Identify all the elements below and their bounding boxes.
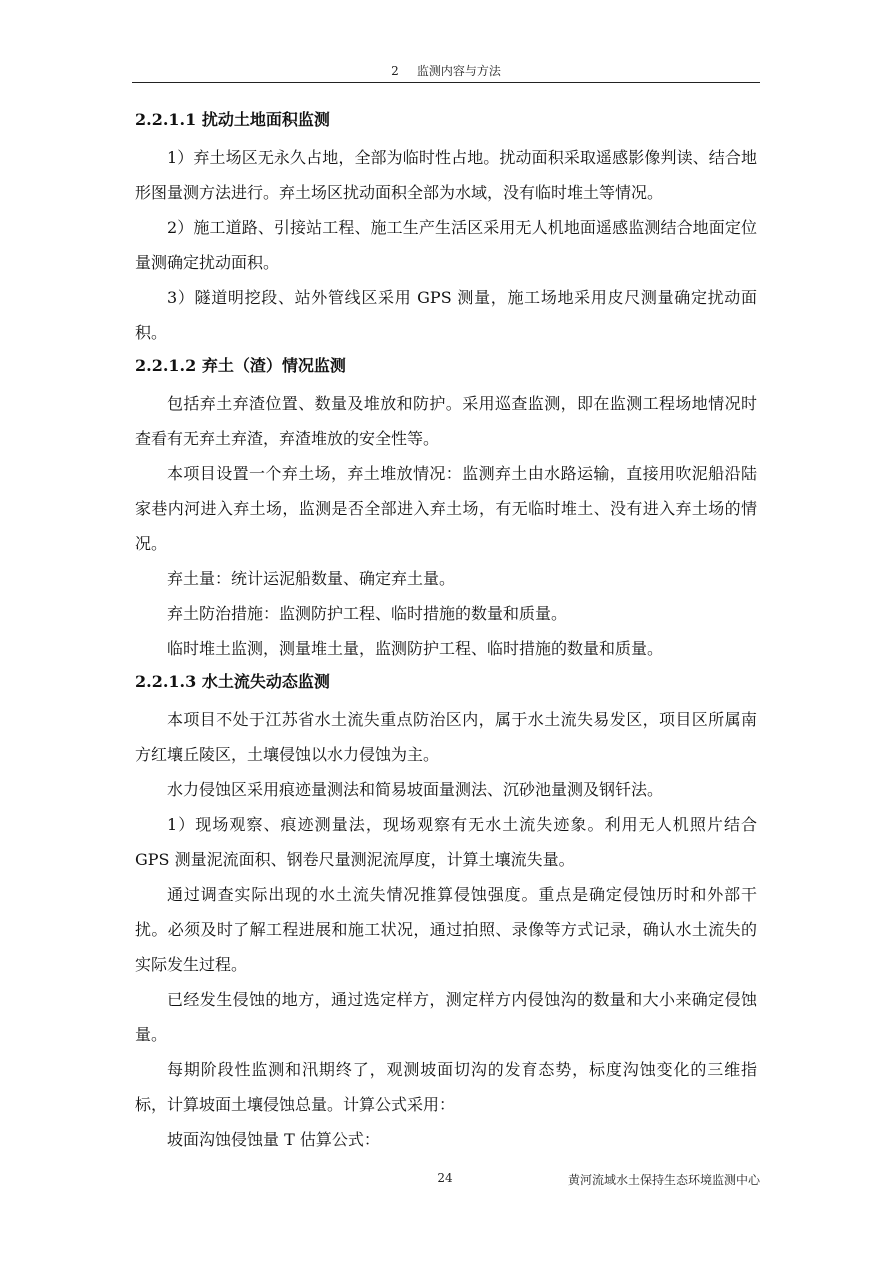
paragraph: 已经发生侵蚀的地方，通过选定样方，测定样方内侵蚀沟的数量和大小来确定侵蚀量。 (135, 990, 757, 1044)
paragraph: 通过调查实际出现的水土流失情况推算侵蚀强度。重点是确定侵蚀历时和外部干扰。必须及时了解工程进展和施工状况，通过拍照、录像等方式记录，确认水土流失的实际发生过程。 (135, 885, 757, 974)
paragraph: 1）弃土场区无永久占地，全部为临时性占地。扰动面积采取遥感影像判读、结合地形图量测方法进行。弃土场区扰动面积全部为水域，没有临时堆土等情况。 (135, 148, 757, 202)
paragraph: 弃土量：统计运泥船数量、确定弃土量。 (167, 569, 456, 588)
paragraph: 3）隧道明挖段、站外管线区采用 GPS 测量，施工场地采用皮尺测量确定扰动面积。 (135, 288, 757, 342)
paragraph: 包括弃土弃渣位置、数量及堆放和防护。采用巡查监测，即在监测工程场地情况时查看有无弃土弃渣，弃渣堆放的安全性等。 (135, 394, 757, 448)
document-body (135, 106, 757, 1157)
paragraph: 2）施工道路、引接站工程、施工生产生活区采用无人机地面遥感监测结合地面定位量测确定扰动面积。 (135, 218, 757, 272)
paragraph: 坡面沟蚀侵蚀量 T 估算公式： (167, 1130, 380, 1149)
chapter-number: 2 (391, 64, 399, 78)
paragraph: 本项目不处于江苏省水土流失重点防治区内，属于水土流失易发区，项目区所属南方红壤丘陵区，土壤侵蚀以水力侵蚀为主。 (135, 710, 757, 764)
organization-name: 黄河流域水土保持生态环境监测中心 (567, 1173, 760, 1187)
paragraph: 1）现场观察、痕迹测量法，现场观察有无水土流失迹象。利用无人机照片结合 GPS 测量泥流面积、钢卷尺量测泥流厚度，计算土壤流失量。 (135, 815, 757, 869)
paragraph: 弃土防治措施：监测防护工程、临时措施的数量和质量。 (167, 604, 568, 623)
paragraph: 临时堆土监测，测量堆土量，监测防护工程、临时措施的数量和质量。 (167, 639, 664, 658)
paragraph: 每期阶段性监测和汛期终了，观测坡面切沟的发育态势，标度沟蚀变化的三维指标，计算坡面土壤侵蚀总量。计算公式采用： (135, 1060, 757, 1114)
chapter-title: 监测内容与方法 (416, 64, 501, 78)
paragraph: 水力侵蚀区采用痕迹量测法和简易坡面量测法、沉砂池量测及钢钎法。 (167, 780, 664, 799)
page-number: 24 (437, 1171, 453, 1185)
section-heading: 2.2.1.1 扰动土地面积监测 (135, 110, 330, 129)
header-rule (132, 82, 760, 83)
paragraph: 本项目设置一个弃土场，弃土堆放情况：监测弃土由水路运输，直接用吹泥船沿陆家巷内河进入弃土场，监测是否全部进入弃土场，有无临时堆土、没有进入弃土场的情况。 (135, 464, 757, 553)
section-heading: 2.2.1.2 弃土（渣）情况监测 (135, 356, 346, 375)
running-header (132, 62, 760, 79)
section-heading: 2.2.1.3 水土流失动态监测 (135, 672, 330, 691)
